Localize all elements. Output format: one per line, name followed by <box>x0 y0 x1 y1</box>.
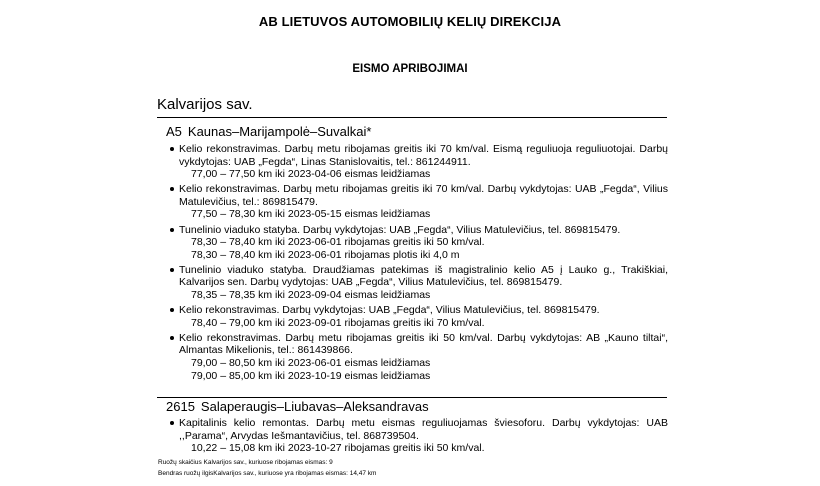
summary-segment-count: Ruožų skaičius Kalvarijos sav., kuriuose ribojamas eismas: 9 <box>158 459 333 466</box>
restriction-description: Kelio rekonstravimas. Darbų metu ribojamas greitis iki 70 km/val. Eismą reguliuoja reguliuotojai. Darbų vykdytojas: UAB „Fegda“, Linas Stanislovaitis, tel.: 861244911. <box>179 143 668 168</box>
bullet-icon <box>170 268 174 272</box>
restriction-detail: 10,22 – 15,08 km iki 2023-10-27 ribojamas greitis iki 50 km/val. <box>191 442 485 455</box>
organization-heading: AB LIETUVOS AUTOMOBILIŲ KELIŲ DIREKCIJA <box>258 14 562 29</box>
restriction-detail: 78,30 – 78,40 km iki 2023-06-01 ribojamas greitis iki 50 km/val. <box>191 236 485 249</box>
restriction-detail: 78,35 – 78,35 km iki 2023-09-04 eismas leidžiamas <box>191 289 431 302</box>
restriction-description: Kapitalinis kelio remontas. Darbų metu eismas reguliuojamas šviesoforu. Darbų vykdytojas: UAB ,,Parama“, Arvydas Iešmantavičius, tel. 868739504. <box>179 417 668 442</box>
bullet-icon <box>170 228 174 232</box>
road-heading <box>157 397 667 414</box>
region-heading: Kalvarijos sav. <box>157 96 253 113</box>
bullet-icon <box>170 187 174 191</box>
restriction-detail: 77,00 – 77,50 km iki 2023-04-06 eismas leidžiamas <box>191 168 431 181</box>
road-name: Salaperaugis–Liubavas–Aleksandravas <box>200 399 429 414</box>
restriction-description: Tunelinio viaduko statyba. Darbų vykdytojas: UAB „Fegda“, Vilius Matulevičius, tel. 869815479. <box>179 223 621 236</box>
bullet-icon <box>170 336 174 340</box>
restriction-list <box>170 143 668 385</box>
bullet-icon <box>170 147 174 151</box>
restriction-entry <box>170 264 668 302</box>
restriction-description: Kelio rekonstravimas. Darbų metu ribojamas greitis iki 70 km/val. Darbų vykdytojas: UAB „Fegda“, Vilius Matulevičius, tel.: 869815479. <box>179 183 668 208</box>
restriction-entry <box>170 143 668 181</box>
restriction-detail: 78,40 – 79,00 km iki 2023-09-01 ribojamas greitis iki 70 km/val. <box>191 316 485 329</box>
summary-total-length: Bendras ruožų ilgisKalvarijos sav., kuriuose yra ribojamas eismas: 14,47 km <box>158 470 377 477</box>
restriction-entry <box>170 417 668 455</box>
road-number: A5 <box>166 124 182 139</box>
restriction-detail: 79,00 – 85,00 km iki 2023-10-19 eismas leidžiamas <box>191 369 431 382</box>
restriction-entry <box>170 304 668 329</box>
region-divider <box>157 117 667 118</box>
road-number: 2615 <box>166 399 195 414</box>
restriction-detail: 77,50 – 78,30 km iki 2023-05-15 eismas leidžiamas <box>191 208 431 221</box>
restriction-detail: 79,00 – 80,50 km iki 2023-06-01 eismas leidžiamas <box>191 357 431 369</box>
road-heading <box>166 124 371 139</box>
restriction-entry <box>170 224 668 262</box>
document-title: EISMO APRIBOJIMAI <box>352 63 468 75</box>
restriction-entry <box>170 332 668 382</box>
restriction-detail: 78,30 – 78,40 km iki 2023-06-01 ribojamas plotis iki 4,0 m <box>191 248 460 261</box>
bullet-icon <box>170 308 174 312</box>
restriction-list <box>170 417 668 457</box>
restriction-entry <box>170 183 668 221</box>
restriction-description: Kelio rekonstravimas. Darbų vykdytojas: UAB „Fegda“, Vilius Matulevičius, tel. 869815479. <box>179 304 600 317</box>
restriction-description: Kelio rekonstravimas. Darbų metu ribojamas greitis iki 50 km/val. Darbų vykdytojas: AB „Kauno tiltai“, Almantas Mikelionis, tel.: 861439866. <box>179 331 668 357</box>
road-name: Kaunas–Marijampolė–Suvalkai* <box>187 124 372 139</box>
restriction-description: Tunelinio viaduko statyba. Draudžiamas patekimas iš magistralinio kelio A5 į Lauko g., Trakiškiai, Kalvarijos sen. Darbų vydytojas: UAB „Fegda“, Vilius Matulevičius, tel. 869815479. <box>179 263 668 289</box>
bullet-icon <box>170 421 174 425</box>
